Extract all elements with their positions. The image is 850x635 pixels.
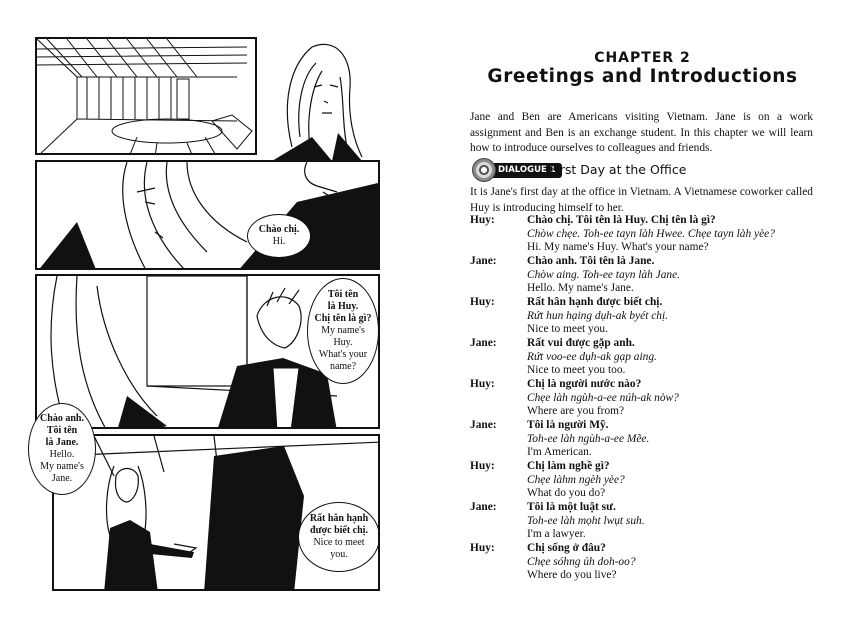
vietnamese-text: Tôi là người Mỹ. [527, 419, 609, 431]
bubble-en-line: My name's Huy. [321, 325, 365, 348]
vietnamese-text: Chị sống ở đâu? [527, 542, 606, 554]
panel-office-room [35, 37, 257, 155]
speaker-name: Huy: [470, 296, 495, 308]
speaker-name: Huy: [470, 460, 495, 472]
vietnamese-text: Rất vui được gặp anh. [527, 337, 635, 349]
utterance [527, 255, 815, 296]
pronunciation-text: Chòw chẹe. Toh-ee tayn làh Hwee. Chẹe tayn làh yèe? [527, 227, 775, 240]
panel-woman-portrait [252, 37, 378, 161]
english-text: I'm a lawyer. [527, 528, 586, 541]
panel-huy-introduces [35, 274, 380, 429]
dialogue-line [470, 214, 815, 255]
bubble-vn-line: Tôi tên [327, 289, 359, 300]
bubble-vn-line: Chào anh. [40, 413, 84, 424]
vietnamese-text: Rất hân hạnh được biết chị. [527, 296, 663, 308]
chapter-title: Greetings and Introductions [487, 66, 798, 87]
bubble-en-line: My name's [40, 461, 84, 472]
dialogue-line [470, 419, 815, 460]
english-text: Hi. My name's Huy. What's your name? [527, 241, 709, 254]
bubble-en-line: What's your [318, 349, 368, 360]
pronunciation-text: Chẹe làhm ngèh yèe? [527, 473, 625, 486]
dialogue-line [470, 378, 815, 419]
comic-page [0, 0, 420, 635]
dialogue-header [470, 158, 815, 184]
speech-bubble-huy-intro [307, 278, 379, 384]
vietnamese-text: Chào anh. Tôi tên là Jane. [527, 255, 655, 267]
chapter-label: CHAPTER 2 [594, 50, 691, 66]
english-text: I'm American. [527, 446, 592, 459]
pronunciation-text: Toh-ee làh mọht lwụt suh. [527, 514, 645, 527]
dialogue-line [470, 337, 815, 378]
utterance [527, 542, 815, 583]
speaker-name: Jane: [470, 501, 497, 513]
dialogue-line [470, 460, 815, 501]
woman-illustration [252, 37, 378, 161]
panel-closeup [35, 160, 380, 270]
utterance [527, 419, 815, 460]
audio-cd-icon [472, 158, 496, 182]
dialogue-line [470, 542, 815, 583]
bubble-en-line: Jane. [51, 473, 73, 484]
lesson-page [470, 0, 815, 635]
utterance [527, 378, 815, 419]
speech-bubble-jane-hi [247, 214, 311, 258]
dialogue-intro: It is Jane's first day at the office in Vietnam. A Vietnamese coworker called Huy is introducing himself to her. [470, 186, 813, 214]
utterance [527, 296, 815, 337]
bubble-en-line: Nice to meet you. [313, 537, 365, 560]
speech-bubble-huy-nice [298, 502, 380, 572]
english-text: Hello. My name's Jane. [527, 282, 634, 295]
utterance [527, 337, 815, 378]
pronunciation-text: Rứt voo-ee dụh-ak gạp aing. [527, 350, 657, 363]
english-text: Nice to meet you too. [527, 364, 626, 377]
speaker-name: Jane: [470, 255, 497, 267]
english-text: Where do you live? [527, 569, 617, 582]
bubble-vn-line: Tôi tên [46, 425, 78, 436]
speaker-name: Jane: [470, 337, 497, 349]
vietnamese-text: Chị làm nghề gì? [527, 460, 610, 472]
english-text: Where are you from? [527, 405, 625, 418]
panel-handshake [49, 434, 380, 591]
bubble-vn-line: là Jane. [45, 437, 79, 448]
vietnamese-text: Tôi là một luật sư. [527, 501, 616, 513]
vietnamese-text: Chị là người nước nào? [527, 378, 642, 390]
english-text: What do you do? [527, 487, 606, 500]
bubble-en-line: Hello. [49, 449, 75, 460]
bubble-vn-line: Chào chị. [258, 224, 300, 235]
dialogue-tag: DIALOGUE 1 [484, 163, 562, 178]
pronunciation-text: Chẹe sóhng ủh doh-oo? [527, 555, 636, 568]
bubble-vn-line: là Huy. [327, 301, 359, 312]
speaker-name: Huy: [470, 214, 495, 226]
bubble-en-line: Hi. [272, 236, 286, 247]
speaker-name: Jane: [470, 419, 497, 431]
closeup-illustration [37, 162, 380, 270]
pronunciation-text: Toh-ee làh ngùh-a-ee Mẽe. [527, 432, 650, 445]
dialogue-line [470, 255, 815, 296]
dialogue-lines [470, 214, 815, 583]
dialogue-title: First Day at the Office [550, 162, 687, 177]
chapter-intro: Jane and Ben are Americans visiting Vietnam. Jane is on a work assignment and Ben is an exchange student. In this chapter we will learn how to introduce ourselves to colleagues and friends. [470, 111, 813, 154]
speaker-name: Huy: [470, 542, 495, 554]
speech-bubble-jane-intro [28, 403, 96, 495]
utterance [527, 214, 815, 255]
utterance [527, 460, 815, 501]
speaker-name: Huy: [470, 378, 495, 390]
dialogue-line [470, 501, 815, 542]
bubble-vn-line: Chị tên là gì? [314, 313, 372, 324]
utterance [527, 501, 815, 542]
dialogue-line [470, 296, 815, 337]
english-text: Nice to meet you. [527, 323, 608, 336]
pronunciation-text: Rứt hun hạing dụh-ak byét chị. [527, 309, 668, 322]
pronunciation-text: Chẹe làh ngùh-a-ee núh-ak nòw? [527, 391, 679, 404]
vietnamese-text: Chào chị. Tôi tên là Huy. Chị tên là gì? [527, 214, 716, 226]
bubble-vn-line: Rất hân hạnh [309, 513, 369, 524]
pronunciation-text: Chòw aing. Toh-ee tayn làh Jane. [527, 268, 681, 281]
bubble-en-line: name? [329, 361, 357, 372]
office-room-illustration [37, 39, 257, 155]
bubble-vn-line: được biết chị. [310, 525, 368, 536]
